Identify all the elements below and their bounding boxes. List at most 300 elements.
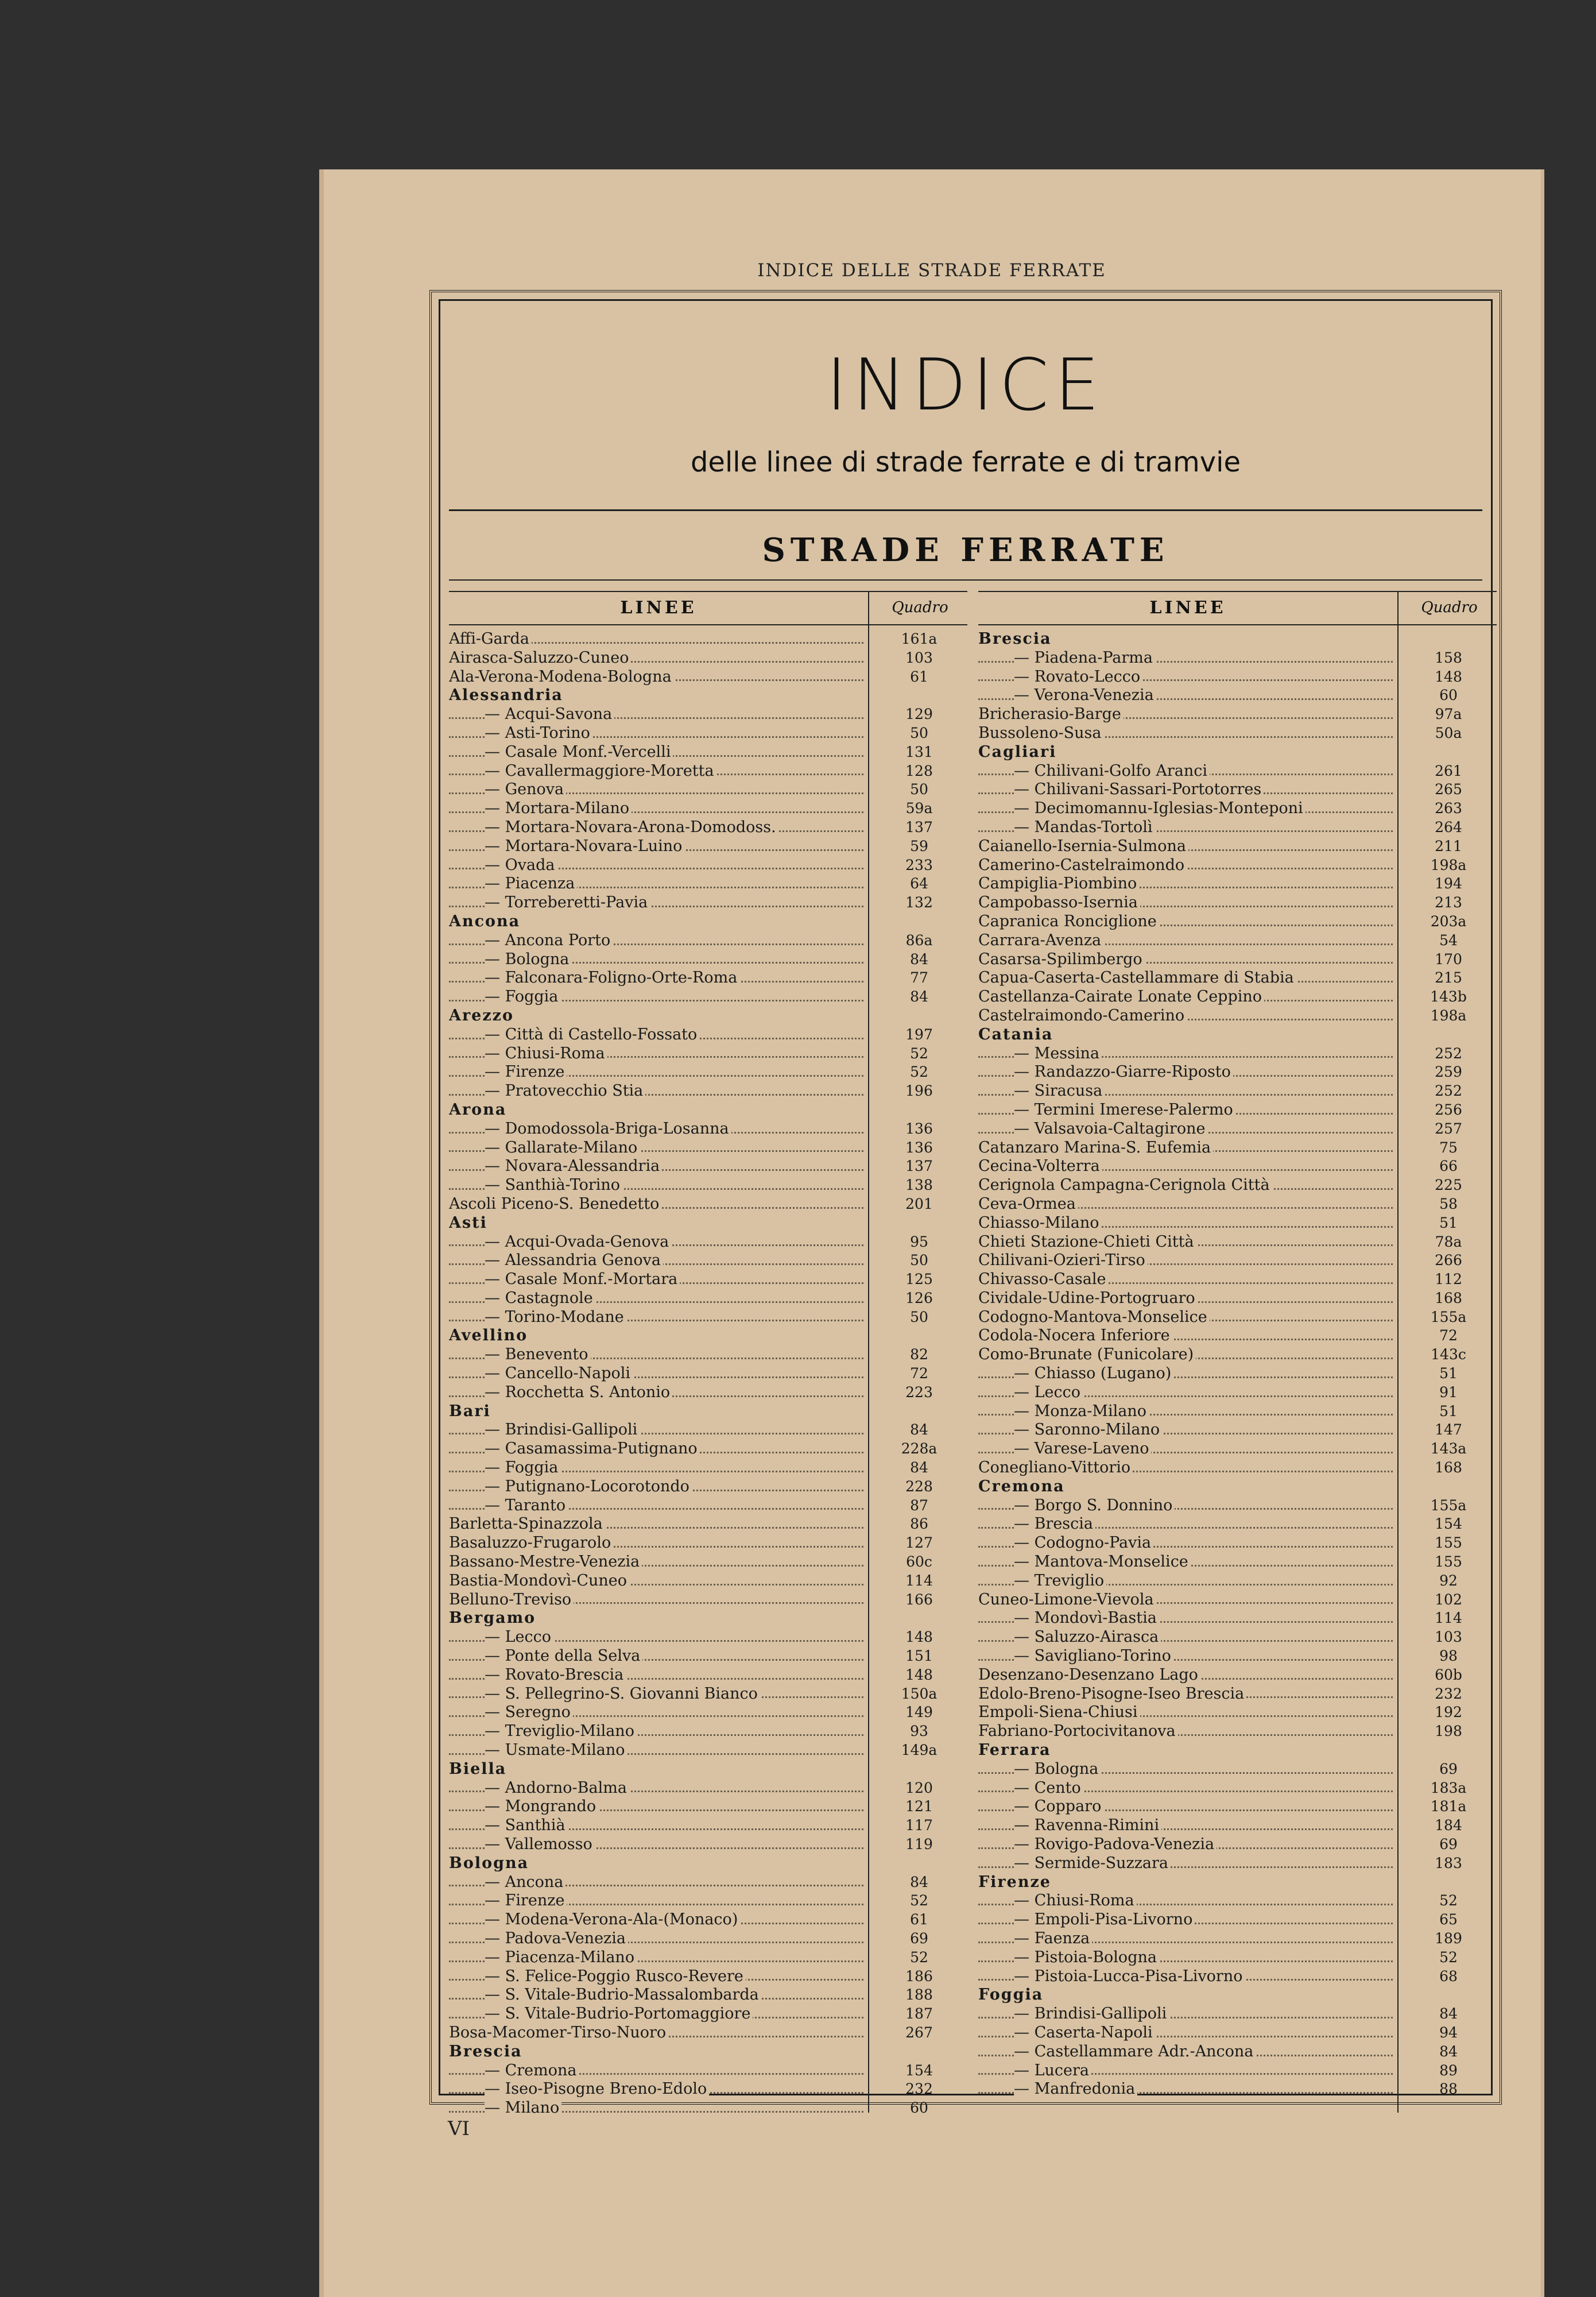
index-entry <box>978 1911 1497 1929</box>
entry-quadro-number: 232 <box>1435 1685 1462 1702</box>
entry-line-name: Ceva-Ormea <box>978 1195 1393 1214</box>
entry-quadro-number: 69 <box>1439 1760 1458 1777</box>
entry-quadro-number: 188 <box>905 1986 933 2004</box>
index-entry <box>978 875 1497 894</box>
entry-quadro-number: 52 <box>1439 1892 1458 1909</box>
left-index-list <box>449 630 967 2118</box>
entry-line-name: — Pistoia-Bologna <box>978 1948 1393 1967</box>
index-entry <box>978 668 1497 687</box>
index-entry <box>978 1101 1497 1120</box>
entry-line-name: Castelraimondo-Camerino <box>978 1007 1393 1026</box>
entry-line-name: Arezzo <box>449 1007 863 1026</box>
entry-line-name: — Città di Castello-Fossato <box>449 1026 863 1045</box>
entry-quadro-number: 183a <box>1430 1779 1467 1796</box>
entry-quadro-number: 89 <box>1439 2062 1458 2079</box>
index-entry <box>978 686 1497 705</box>
entry-line-name: Chieti Stazione-Chieti Città <box>978 1233 1393 1252</box>
index-entry <box>978 1967 1497 1986</box>
entry-line-name: — Bologna <box>978 1760 1393 1779</box>
index-entry <box>449 894 967 912</box>
entry-line-name: — Messina <box>978 1045 1393 1064</box>
index-entry <box>978 1892 1497 1911</box>
entry-quadro-number: 114 <box>1435 1610 1462 1627</box>
index-entry <box>978 1496 1497 1515</box>
index-entry <box>449 931 967 950</box>
entry-quadro-number: 181a <box>1430 1798 1467 1815</box>
entry-quadro-number: 126 <box>905 1289 933 1306</box>
entry-quadro-number: 91 <box>1439 1383 1458 1401</box>
index-entry <box>449 799 967 818</box>
entry-quadro-number: 197 <box>905 1026 933 1043</box>
entry-line-name: Ancona <box>449 912 863 931</box>
index-entry <box>449 1873 967 1892</box>
entry-line-name: Codogno-Mantova-Monselice <box>978 1308 1393 1327</box>
section-rule <box>449 579 1482 581</box>
index-entry <box>449 1459 967 1478</box>
section-title: STRADE FERRATE <box>762 531 1169 569</box>
entry-line-name: — Castellammare Adr.-Ancona <box>978 2043 1393 2062</box>
index-entry <box>449 1176 967 1195</box>
entry-quadro-number: 94 <box>1439 2024 1458 2041</box>
entry-quadro-number: 215 <box>1435 969 1462 987</box>
entry-quadro-number: 84 <box>910 988 928 1006</box>
index-entry <box>978 1609 1497 1628</box>
entry-line-name: Barletta-Spinazzola <box>449 1515 863 1534</box>
entry-quadro-number: 170 <box>1435 950 1462 968</box>
entry-line-name: — Casamassima-Putignano <box>449 1440 863 1459</box>
index-entry <box>449 1835 967 1854</box>
entry-line-name: — Sermide-Suzzara <box>978 1854 1393 1873</box>
entry-line-name: Codola-Nocera Inferiore <box>978 1327 1393 1345</box>
entry-quadro-number: 93 <box>910 1723 928 1740</box>
index-entry <box>449 1233 967 1252</box>
index-entry <box>978 1948 1497 1967</box>
entry-line-name: — Saronno-Milano <box>978 1421 1393 1440</box>
index-entry <box>978 2005 1497 2024</box>
entry-quadro-number: 138 <box>905 1177 933 1194</box>
index-entry <box>978 1082 1497 1101</box>
entry-line-name: — Firenze <box>449 1063 863 1082</box>
entry-quadro-number: 95 <box>910 1233 928 1250</box>
right-column-header <box>978 591 1497 625</box>
entry-line-name: — Brindisi-Gallipoli <box>449 1421 863 1440</box>
entry-quadro-number: 92 <box>1439 1572 1458 1589</box>
entry-quadro-number: 120 <box>905 1779 933 1796</box>
entry-quadro-number: 155a <box>1430 1308 1467 1325</box>
entry-quadro-number: 68 <box>1439 1967 1458 1985</box>
index-entry <box>978 2062 1497 2081</box>
entry-line-name: Chilivani-Ozieri-Tirso <box>978 1251 1393 1270</box>
entry-line-name: — Mantova-Monselice <box>978 1553 1393 1572</box>
entry-line-name: — Genova <box>449 780 863 799</box>
entry-line-name: — Faenza <box>978 1929 1393 1948</box>
entry-line-name: — Seregno <box>449 1703 863 1722</box>
index-entry <box>978 1327 1497 1345</box>
entry-line-name: — Monza-Milano <box>978 1402 1393 1421</box>
index-group-heading <box>449 1402 967 1421</box>
entry-line-name: — Chiusi-Roma <box>449 1045 863 1064</box>
index-entry <box>449 1421 967 1440</box>
index-group-heading <box>449 1609 967 1628</box>
entry-line-name: Bastia-Mondovì-Cuneo <box>449 1572 863 1591</box>
index-entry <box>978 856 1497 875</box>
entry-quadro-number: 52 <box>910 1892 928 1909</box>
index-entry <box>978 1835 1497 1854</box>
entry-line-name: — Varese-Laveno <box>978 1440 1393 1459</box>
entry-line-name: — S. Felice-Poggio Rusco-Revere <box>449 1967 863 1986</box>
index-entry <box>978 1760 1497 1779</box>
entry-quadro-number: 52 <box>910 1045 928 1062</box>
running-head: INDICE DELLE STRADE FERRATE <box>757 260 1106 281</box>
index-entry <box>978 1402 1497 1421</box>
entry-quadro-number: 158 <box>1435 649 1462 666</box>
entry-quadro-number: 84 <box>910 1873 928 1890</box>
index-entry <box>449 1478 967 1496</box>
entry-quadro-number: 52 <box>1439 1948 1458 1966</box>
index-entry <box>449 1628 967 1647</box>
index-entry <box>978 1722 1497 1741</box>
entry-line-name: — Mondovì-Bastia <box>978 1609 1393 1628</box>
entry-quadro-number: 201 <box>905 1195 933 1212</box>
entry-line-name: Casarsa-Spilimbergo <box>978 950 1393 969</box>
index-group-heading <box>978 743 1497 762</box>
index-entry <box>449 1647 967 1666</box>
index-entry <box>449 1666 967 1685</box>
entry-line-name: — Verona-Venezia <box>978 686 1393 705</box>
entry-quadro-number: 102 <box>1435 1591 1462 1608</box>
entry-line-name: Basaluzzo-Frugarolo <box>449 1534 863 1553</box>
entry-line-name: — Valsavoia-Caltagirone <box>978 1120 1393 1139</box>
entry-line-name: Affi-Garda <box>449 630 863 649</box>
page-title: INDICE <box>826 344 1106 427</box>
index-entry <box>978 1007 1497 1026</box>
index-entry <box>449 875 967 894</box>
entry-quadro-number: 198 <box>1435 1723 1462 1740</box>
entry-line-name: — S. Pellegrino-S. Giovanni Bianco <box>449 1685 863 1704</box>
entry-line-name: — Gallarate-Milano <box>449 1139 863 1158</box>
index-frame <box>429 290 1502 2117</box>
index-entry <box>978 1364 1497 1383</box>
entry-quadro-number: 61 <box>910 668 928 685</box>
entry-line-name: Castellanza-Cairate Lonate Ceppino <box>978 988 1393 1007</box>
entry-quadro-number: 184 <box>1435 1817 1462 1834</box>
entry-line-name: Bussoleno-Susa <box>978 724 1393 743</box>
entry-quadro-number: 228a <box>901 1440 938 1457</box>
entry-line-name: — Rovato-Brescia <box>449 1666 863 1685</box>
index-entry <box>978 1251 1497 1270</box>
index-entry <box>978 1383 1497 1402</box>
index-entry <box>978 1421 1497 1440</box>
entry-line-name: — Ovada <box>449 856 863 875</box>
index-entry <box>449 724 967 743</box>
entry-line-name: Bergamo <box>449 1609 863 1628</box>
entry-line-name: — Lecco <box>978 1383 1393 1402</box>
entry-line-name: — Santhià-Torino <box>449 1176 863 1195</box>
entry-quadro-number: 50a <box>1435 724 1462 741</box>
entry-line-name: Cremona <box>978 1478 1393 1496</box>
entry-line-name: Catanzaro Marina-S. Eufemia <box>978 1139 1393 1158</box>
entry-line-name: Ascoli Piceno-S. Benedetto <box>449 1195 863 1214</box>
index-entry <box>449 1816 967 1835</box>
index-entry <box>449 1892 967 1911</box>
index-entry <box>978 1591 1497 1610</box>
entry-quadro-number: 233 <box>905 856 933 873</box>
entry-line-name: Campiglia-Piombino <box>978 875 1393 894</box>
entry-quadro-number: 52 <box>910 1948 928 1966</box>
index-entry <box>449 988 967 1007</box>
entry-quadro-number: 136 <box>905 1120 933 1137</box>
entry-quadro-number: 183 <box>1435 1854 1462 1871</box>
entry-line-name: Conegliano-Vittorio <box>978 1459 1393 1478</box>
entry-line-name: Ferrara <box>978 1741 1393 1760</box>
index-entry <box>978 799 1497 818</box>
index-group-heading <box>978 1873 1497 1892</box>
index-entry <box>978 1176 1497 1195</box>
entry-line-name: — Cavallermaggiore-Moretta <box>449 762 863 781</box>
entry-quadro-number: 119 <box>905 1836 933 1853</box>
entry-line-name: Arona <box>449 1101 863 1120</box>
index-entry <box>978 1779 1497 1798</box>
entry-quadro-number: 232 <box>905 2081 933 2098</box>
index-entry <box>449 837 967 856</box>
index-group-heading <box>449 1101 967 1120</box>
index-entry <box>978 1214 1497 1233</box>
entry-line-name: — Lecco <box>449 1628 863 1647</box>
entry-quadro-number: 266 <box>1435 1252 1462 1269</box>
entry-line-name: — Piadena-Parma <box>978 649 1393 668</box>
index-entry <box>449 1139 967 1158</box>
entry-quadro-number: 189 <box>1435 1929 1462 1947</box>
left-column-header <box>449 591 967 625</box>
entry-quadro-number: 137 <box>905 1158 933 1175</box>
entry-line-name: — S. Vitale-Budrio-Portomaggiore <box>449 2005 863 2024</box>
entry-quadro-number: 50 <box>910 1308 928 1325</box>
index-entry <box>978 1440 1497 1459</box>
header-quadro: Quadro <box>892 599 948 616</box>
index-entry <box>449 1063 967 1082</box>
index-group-heading <box>449 1327 967 1345</box>
entry-quadro-number: 60 <box>910 2099 928 2117</box>
entry-line-name: — Cremona <box>449 2062 863 2081</box>
entry-quadro-number: 194 <box>1435 875 1462 892</box>
index-entry <box>449 630 967 649</box>
entry-line-name: — Pistoia-Lucca-Pisa-Livorno <box>978 1967 1393 1986</box>
entry-line-name: — Borgo S. Donnino <box>978 1496 1393 1515</box>
entry-quadro-number: 132 <box>905 894 933 911</box>
entry-line-name: Camerino-Castelraimondo <box>978 856 1393 875</box>
entry-quadro-number: 148 <box>1435 668 1462 685</box>
entry-quadro-number: 50 <box>910 724 928 741</box>
entry-line-name: — Chilivani-Sassari-Portotorres <box>978 780 1393 799</box>
index-entry <box>978 1797 1497 1816</box>
entry-quadro-number: 166 <box>905 1591 933 1608</box>
index-entry <box>449 1967 967 1986</box>
entry-quadro-number: 87 <box>910 1496 928 1514</box>
entry-quadro-number: 97a <box>1435 706 1462 723</box>
index-entry <box>449 1440 967 1459</box>
entry-line-name: — Codogno-Pavia <box>978 1534 1393 1553</box>
index-entry <box>449 668 967 687</box>
index-group-heading <box>978 1026 1497 1045</box>
entry-quadro-number: 59a <box>905 800 933 817</box>
index-entry <box>978 931 1497 950</box>
index-entry <box>449 2005 967 2024</box>
entry-line-name: — Treviglio-Milano <box>449 1722 863 1741</box>
entry-line-name: Bari <box>449 1402 863 1421</box>
entry-line-name: — Iseo-Pisogne Breno-Edolo <box>449 2080 863 2099</box>
entry-line-name: Biella <box>449 1760 863 1779</box>
index-entry <box>449 743 967 762</box>
index-entry <box>449 1703 967 1722</box>
entry-line-name: — Copparo <box>978 1797 1393 1816</box>
index-entry <box>978 724 1497 743</box>
entry-line-name: Fabriano-Portocivitanova <box>978 1722 1393 1741</box>
entry-quadro-number: 84 <box>1439 2005 1458 2023</box>
entry-line-name: Airasca-Saluzzo-Cuneo <box>449 649 863 668</box>
entry-line-name: — Ancona Porto <box>449 931 863 950</box>
entry-line-name: — Pratovecchio Stia <box>449 1082 863 1101</box>
header-lines: LINEE <box>1149 598 1226 618</box>
entry-quadro-number: 98 <box>1439 1648 1458 1665</box>
index-group-heading <box>449 1854 967 1873</box>
entry-quadro-number: 223 <box>905 1383 933 1401</box>
entry-quadro-number: 154 <box>905 2062 933 2079</box>
index-entry <box>978 1647 1497 1666</box>
entry-line-name: Ala-Verona-Modena-Bologna <box>449 668 863 687</box>
index-entry <box>978 1572 1497 1591</box>
entry-line-name: — Santhià <box>449 1816 863 1835</box>
index-entry <box>978 1628 1497 1647</box>
entry-line-name: — Lucera <box>978 2062 1393 2081</box>
index-group-heading <box>449 1760 967 1779</box>
index-entry <box>449 1797 967 1816</box>
entry-quadro-number: 203a <box>1430 912 1467 930</box>
entry-quadro-number: 51 <box>1439 1214 1458 1231</box>
entry-line-name: — Caserta-Napoli <box>978 2024 1393 2043</box>
index-entry <box>449 649 967 668</box>
entry-quadro-number: 69 <box>1439 1836 1458 1853</box>
entry-quadro-number: 69 <box>910 1929 928 1947</box>
entry-line-name: — Vallemosso <box>449 1835 863 1854</box>
entry-line-name: — Rovato-Lecco <box>978 668 1393 687</box>
index-entry <box>978 1929 1497 1948</box>
entry-line-name: — Cento <box>978 1779 1393 1798</box>
title-rule <box>449 509 1482 511</box>
entry-line-name: — Mortara-Milano <box>449 799 863 818</box>
entry-quadro-number: 151 <box>905 1648 933 1665</box>
entry-quadro-number: 59 <box>910 837 928 854</box>
entry-quadro-number: 88 <box>1439 2081 1458 2098</box>
index-entry <box>978 950 1497 969</box>
entry-line-name: — Milano <box>449 2099 863 2118</box>
index-entry <box>449 1741 967 1760</box>
entry-quadro-number: 103 <box>1435 1629 1462 1646</box>
entry-quadro-number: 257 <box>1435 1120 1462 1137</box>
index-entry <box>449 1553 967 1572</box>
index-entry <box>449 1496 967 1515</box>
index-entry <box>978 780 1497 799</box>
entry-line-name: Bassano-Mestre-Venezia <box>449 1553 863 1572</box>
entry-quadro-number: 265 <box>1435 781 1462 798</box>
entry-quadro-number: 60 <box>1439 687 1458 704</box>
index-entry <box>449 1911 967 1929</box>
entry-line-name: — Padova-Venezia <box>449 1929 863 1948</box>
index-group-heading <box>449 686 967 705</box>
entry-quadro-number: 186 <box>905 1967 933 1985</box>
index-entry <box>449 1591 967 1610</box>
index-entry <box>449 2024 967 2043</box>
entry-line-name: — Mortara-Novara-Luino <box>449 837 863 856</box>
entry-quadro-number: 64 <box>910 875 928 892</box>
entry-line-name: Firenze <box>978 1873 1393 1892</box>
entry-line-name: Chiasso-Milano <box>978 1214 1393 1233</box>
entry-quadro-number: 84 <box>910 1421 928 1438</box>
entry-line-name: — Brindisi-Gallipoli <box>978 2005 1393 2024</box>
entry-quadro-number: 86 <box>910 1515 928 1533</box>
index-entry <box>449 1289 967 1308</box>
entry-quadro-number: 52 <box>910 1064 928 1081</box>
index-entry <box>449 1515 967 1534</box>
entry-line-name: — Chiusi-Roma <box>978 1892 1393 1911</box>
entry-quadro-number: 112 <box>1435 1271 1462 1288</box>
entry-line-name: — S. Vitale-Budrio-Massalombarda <box>449 1986 863 2005</box>
header-lines: LINEE <box>620 598 697 618</box>
entry-quadro-number: 143b <box>1430 988 1467 1006</box>
entry-line-name: Edolo-Breno-Pisogne-Iseo Brescia <box>978 1685 1393 1704</box>
entry-quadro-number: 149 <box>905 1704 933 1721</box>
entry-quadro-number: 196 <box>905 1082 933 1100</box>
index-entry <box>449 2099 967 2118</box>
entry-quadro-number: 261 <box>1435 762 1462 779</box>
entry-quadro-number: 137 <box>905 818 933 836</box>
entry-quadro-number: 143c <box>1431 1346 1466 1363</box>
entry-line-name: — Savigliano-Torino <box>978 1647 1393 1666</box>
entry-quadro-number: 198a <box>1430 856 1467 873</box>
entry-line-name: Foggia <box>978 1986 1393 2005</box>
index-entry <box>978 1816 1497 1835</box>
entry-quadro-number: 50 <box>910 1252 928 1269</box>
index-entry <box>978 1703 1497 1722</box>
entry-line-name: Bosa-Macomer-Tirso-Nuoro <box>449 2024 863 2043</box>
index-entry <box>449 1383 967 1402</box>
entry-quadro-number: 192 <box>1435 1704 1462 1721</box>
entry-quadro-number: 154 <box>1435 1515 1462 1533</box>
entry-quadro-number: 148 <box>905 1666 933 1683</box>
index-group-heading <box>978 1986 1497 2005</box>
index-entry <box>449 1157 967 1176</box>
header-quadro: Quadro <box>1421 599 1478 616</box>
index-entry <box>978 969 1497 988</box>
index-entry <box>978 2043 1497 2062</box>
entry-quadro-number: 75 <box>1439 1139 1458 1156</box>
entry-quadro-number: 72 <box>1439 1327 1458 1344</box>
entry-quadro-number: 65 <box>1439 1911 1458 1928</box>
index-group-heading <box>449 912 967 931</box>
entry-quadro-number: 86a <box>905 931 933 949</box>
entry-line-name: — Casale Monf.-Mortara <box>449 1270 863 1289</box>
entry-line-name: — Putignano-Locorotondo <box>449 1478 863 1496</box>
index-entry <box>449 1195 967 1214</box>
entry-quadro-number: 228 <box>905 1478 933 1495</box>
entry-quadro-number: 225 <box>1435 1177 1462 1194</box>
entry-quadro-number: 256 <box>1435 1101 1462 1118</box>
index-entry <box>978 1063 1497 1082</box>
entry-line-name: — Mandas-Tortolì <box>978 818 1393 837</box>
index-entry <box>978 1534 1497 1553</box>
entry-quadro-number: 103 <box>905 649 933 666</box>
entry-line-name: — Rovigo-Padova-Venezia <box>978 1835 1393 1854</box>
entry-line-name: Cagliari <box>978 743 1393 762</box>
